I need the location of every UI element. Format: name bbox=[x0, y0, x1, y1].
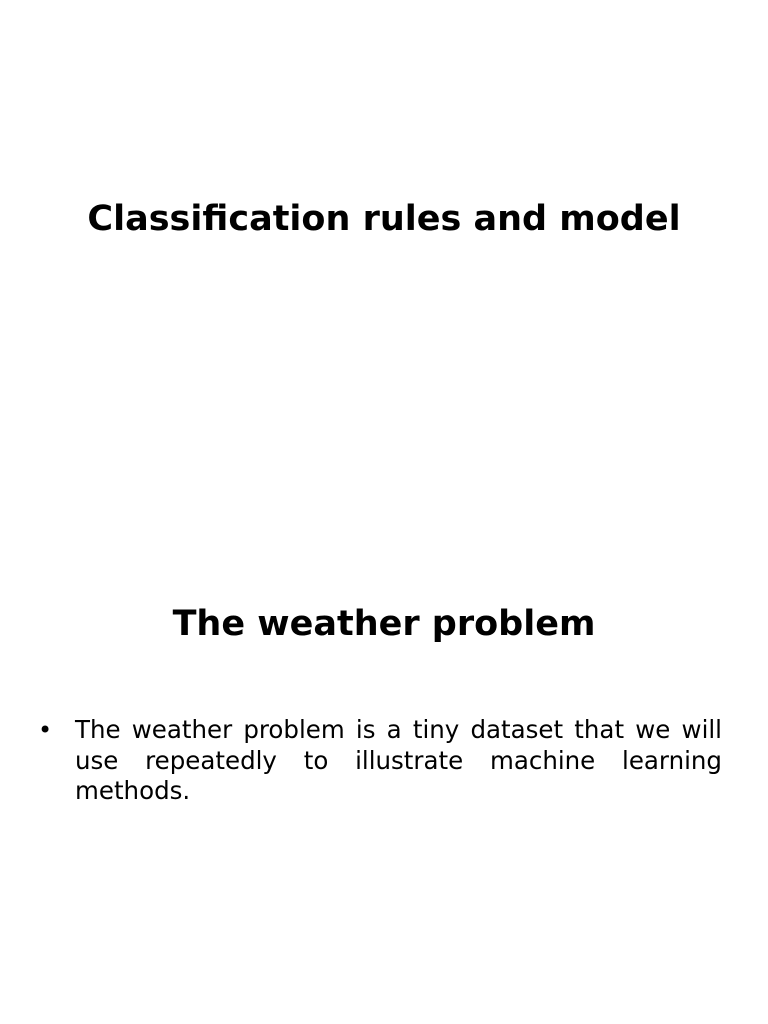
slide-title: The weather problem bbox=[172, 604, 596, 644]
bullet-item bbox=[38, 715, 722, 807]
bullet-list bbox=[38, 715, 722, 807]
slide-title: Classification rules and model bbox=[87, 199, 681, 239]
bullet-icon: • bbox=[38, 716, 53, 744]
bullet-text: The weather problem is a tiny dataset that we will use repeatedly to illustrate machine learning methods. bbox=[75, 715, 722, 805]
slide-2 bbox=[0, 512, 768, 1024]
